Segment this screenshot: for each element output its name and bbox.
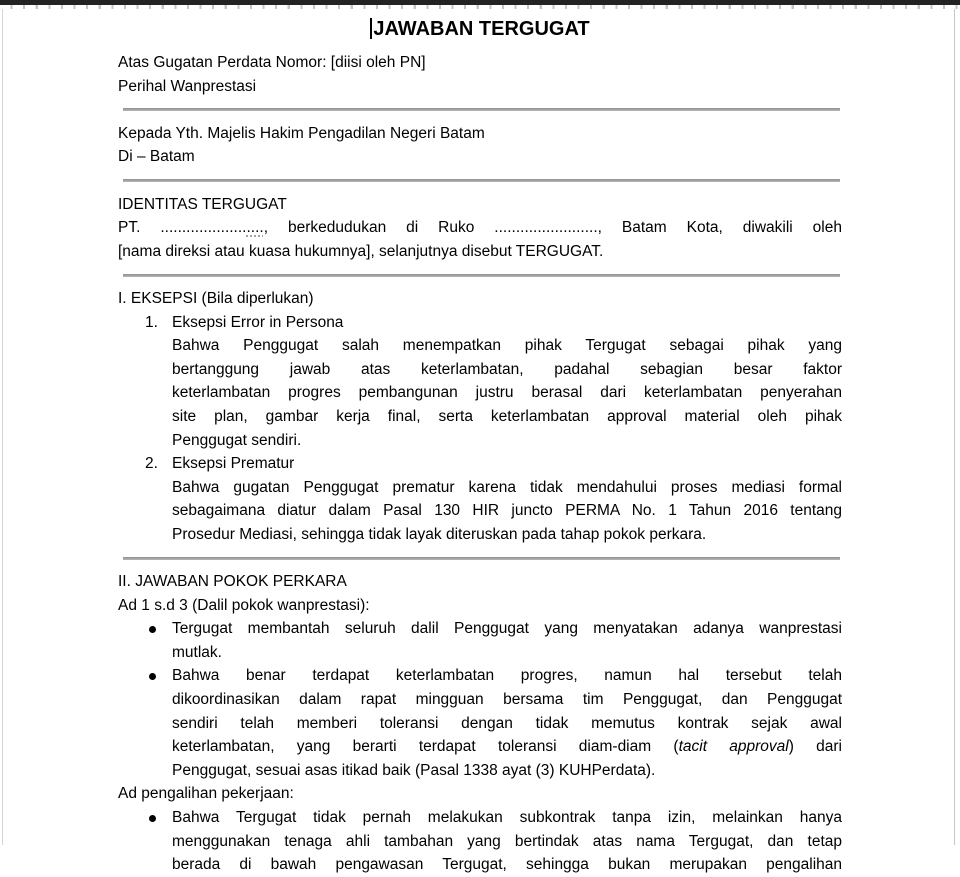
divider-row [118, 98, 842, 122]
paragraph-line[interactable]: sendiri telah memberi toleransi dengan tidak memutus kontrak sejak awal [172, 714, 842, 732]
paragraph-line[interactable]: site plan, gambar kerja final, serta keterlambatan approval material oleh pihak [172, 407, 842, 425]
intro-line-case-number[interactable]: Atas Gugatan Perdata Nomor: [diisi oleh PN] [118, 54, 426, 71]
bullet-item[interactable] [172, 806, 842, 877]
identity-pt-prefix: PT. [118, 219, 161, 237]
sub-label-dalil-pokok[interactable]: Ad 1 s.d 3 (Dalil pokok wanprestasi): [118, 596, 370, 614]
bullet-icon [149, 626, 156, 633]
identity-heading[interactable]: IDENTITAS TERGUGAT [118, 195, 287, 213]
identity-line-2[interactable]: [nama direksi atau kuasa hukumnya], selanjutnya disebut TERGUGAT. [118, 242, 604, 260]
identity-dots-2: ........................ [494, 219, 598, 237]
list-item-eksepsi-2[interactable] [145, 452, 842, 546]
sub-label-pengalihan[interactable]: Ad pengalihan pekerjaan: [118, 785, 294, 803]
paragraph-line[interactable]: Bahwa benar terdapat keterlambatan progres, namun hal tersebut telah [172, 667, 842, 685]
paragraph-line[interactable]: bertanggung jawab atas keterlambatan, padahal sebagian besar faktor [172, 360, 842, 378]
eksepsi-1-title[interactable]: Eksepsi Error in Persona [172, 313, 344, 331]
identity-line-1[interactable] [118, 216, 842, 240]
line-segment: keterlambatan, yang berarti terdapat toleransi diam-diam ( [172, 738, 679, 756]
document-title-row[interactable] [118, 15, 842, 43]
divider-row [118, 546, 842, 570]
intro-line-subject[interactable]: Perihal Wanprestasi [118, 77, 257, 95]
list-number: 1. [145, 313, 158, 331]
paragraph-line[interactable]: Prosedur Mediasi, sehingga tidak layak diteruskan pada tahap pokok perkara. [172, 525, 707, 543]
paragraph-line[interactable]: mutlak. [172, 643, 222, 661]
bullet-item[interactable] [172, 664, 842, 782]
paragraph-line[interactable]: Tergugat membantah seluruh dalil Penggugat yang menyatakan adanya wanprestasi [172, 620, 842, 638]
divider-row [118, 263, 842, 287]
bullet-icon [149, 673, 156, 680]
bullet-icon [149, 815, 156, 822]
paragraph-line[interactable]: Bahwa Penggugat salah menempatkan pihak Tergugat sebagai pihak yang [172, 337, 842, 355]
list-number: 2. [145, 455, 158, 473]
paragraph-line[interactable]: dikoordinasikan dalam rapat mingguan bersama tim Penggugat, dan Penggugat [172, 691, 842, 709]
ruler[interactable] [0, 0, 960, 9]
identity-dots-spellcheck: .... [246, 219, 264, 237]
addressee-line-1[interactable]: Kepada Yth. Majelis Hakim Pengadilan Negeri Batam [118, 124, 485, 142]
identity-tail-text: , Batam Kota, diwakili oleh [597, 219, 842, 237]
paragraph-line[interactable]: sebagaimana diatur dalam Pasal 130 HIR juncto PERMA No. 1 Tahun 2016 tentang [172, 502, 842, 520]
identity-mid-text: , berkedudukan di Ruko [263, 219, 495, 237]
horizontal-rule [123, 274, 840, 277]
jawaban-bullet-list-1 [172, 617, 842, 782]
paragraph-line[interactable]: Penggugat sendiri. [172, 431, 302, 449]
section-jawaban-heading[interactable]: II. JAWABAN POKOK PERKARA [118, 573, 347, 591]
italic-term: tacit approval [678, 738, 789, 756]
paragraph-line[interactable]: menggunakan tenaga ahli tambahan yang bertindak atas nama Tergugat, dan tetap [172, 832, 842, 850]
paragraph-line[interactable]: keterlambatan progres pembangunan justru berasal dari keterlambatan penyerahan [172, 384, 842, 402]
document-title[interactable]: JAWABAN TERGUGAT [373, 18, 590, 40]
list-item-eksepsi-1[interactable] [145, 311, 842, 453]
section-eksepsi-heading[interactable]: I. EKSEPSI (Bila diperlukan) [118, 289, 314, 307]
horizontal-rule [123, 108, 840, 111]
paragraph-line[interactable]: Penggugat, sesuai asas itikad baik (Pasal 1338 ayat (3) KUHPerdata). [172, 761, 656, 779]
horizontal-rule [123, 557, 840, 560]
paragraph-line[interactable]: Bahwa Tergugat tidak pernah melakukan subkontrak tanpa izin, melainkan hanya [172, 809, 842, 826]
paragraph-line[interactable]: Bahwa gugatan Penggugat prematur karena tidak mendahului proses mediasi formal [172, 478, 842, 496]
eksepsi-numbered-list [145, 311, 842, 547]
jawaban-bullet-list-2 [172, 806, 842, 877]
addressee-line-2[interactable]: Di – Batam [118, 148, 195, 166]
horizontal-rule [123, 179, 840, 182]
eksepsi-2-title[interactable]: Eksepsi Prematur [172, 455, 295, 473]
paragraph-line-with-italic[interactable] [172, 735, 842, 759]
divider-row [118, 169, 842, 193]
identity-dots-1: .................... [160, 219, 247, 237]
paragraph-line[interactable]: berada di bawah pengawasan Tergugat, sehingga bukan merupakan pengalihan [172, 856, 842, 874]
bullet-item[interactable] [172, 617, 842, 664]
document-body[interactable] [0, 9, 960, 874]
line-segment: ) dari [788, 738, 842, 756]
